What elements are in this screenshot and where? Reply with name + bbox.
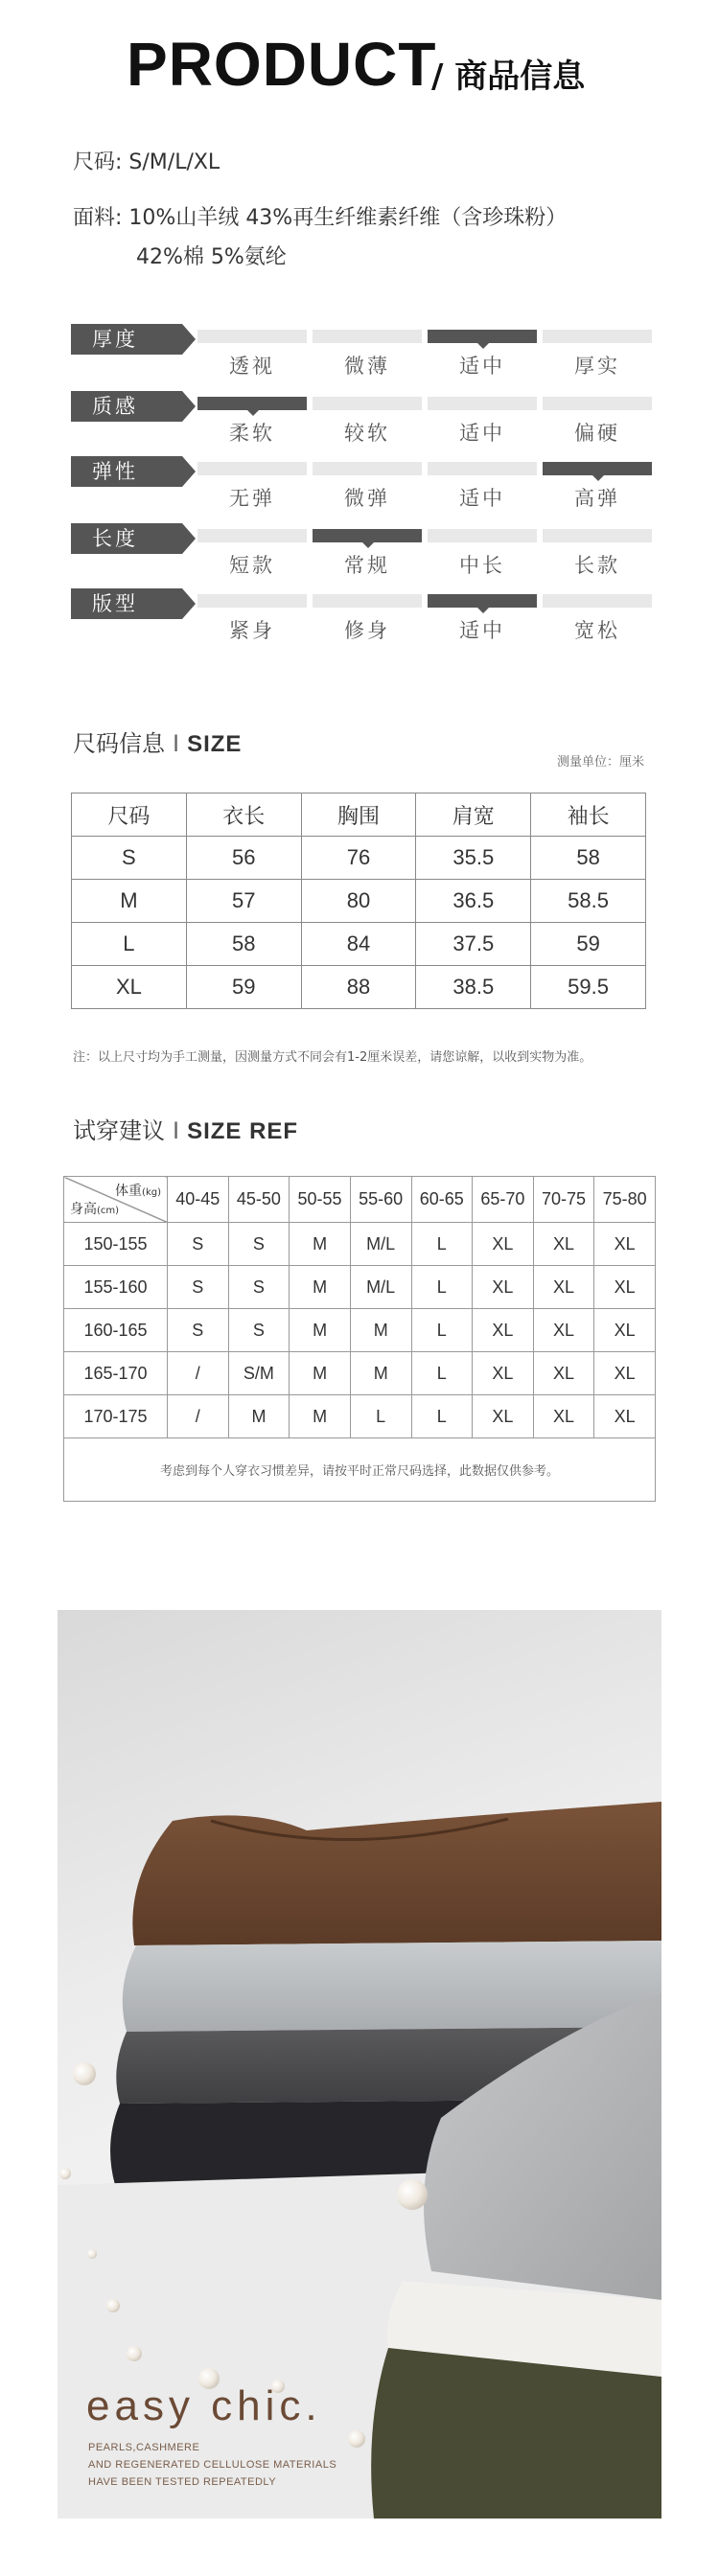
attribute-option — [197, 529, 307, 577]
attribute-option — [313, 330, 422, 378]
corner-weight — [115, 1181, 161, 1200]
table-cell: S — [228, 1309, 290, 1352]
attribute-row — [71, 585, 656, 642]
attribute-option — [428, 330, 537, 378]
attribute-option — [313, 462, 422, 510]
option-label: 较软 — [344, 422, 390, 445]
table-cell: 58.5 — [531, 880, 646, 923]
pearl — [106, 2299, 120, 2312]
table-cell: M/L — [350, 1223, 411, 1266]
attribute-option — [197, 397, 307, 445]
attribute-badge: 版型 — [71, 588, 182, 619]
attribute-option — [543, 397, 652, 445]
option-bar — [543, 330, 652, 343]
size-info-title — [73, 724, 242, 758]
option-label: 常规 — [344, 554, 390, 577]
option-bar — [543, 529, 652, 542]
selected-bar — [197, 397, 307, 410]
pearl — [397, 2179, 428, 2210]
table-cell: XL — [473, 1309, 534, 1352]
table-cell: L — [411, 1395, 473, 1438]
table-cell: S — [168, 1266, 229, 1309]
table-cell: M — [290, 1223, 351, 1266]
attribute-badge: 长度 — [71, 523, 182, 554]
option-label: 柔软 — [229, 422, 275, 445]
table-cell: XL — [72, 966, 187, 1009]
option-label: 适中 — [459, 355, 505, 378]
table-cell: 59 — [531, 923, 646, 966]
table-cell: / — [168, 1395, 229, 1438]
selected-caret-icon — [477, 608, 489, 613]
table-cell: / — [168, 1352, 229, 1395]
table-cell: S — [168, 1309, 229, 1352]
size-table-header — [72, 794, 646, 837]
table-cell: 88 — [301, 966, 416, 1009]
size-table-header-cell: 尺码 — [72, 794, 187, 837]
option-bar — [543, 594, 652, 608]
table-row — [64, 1352, 656, 1395]
table-cell: S — [72, 837, 187, 880]
attribute-option — [197, 462, 307, 510]
corner-weight-unit: (kg) — [142, 1187, 161, 1198]
option-label: 透视 — [229, 355, 275, 378]
table-cell: L — [72, 923, 187, 966]
size-ref-title — [73, 1112, 298, 1145]
corner-height — [70, 1199, 119, 1218]
table-cell: 58 — [186, 923, 301, 966]
tagline: easy chic. — [86, 2382, 322, 2429]
table-cell: XL — [594, 1352, 656, 1395]
weight-header-cell: 50-55 — [290, 1177, 351, 1223]
table-row — [64, 1309, 656, 1352]
weight-header-cell: 60-65 — [411, 1177, 473, 1223]
unit-note: 测量单位：厘米 — [556, 755, 644, 770]
product-header — [0, 29, 719, 105]
option-label: 宽松 — [574, 619, 620, 642]
option-bar — [197, 330, 307, 343]
table-cell: 84 — [301, 923, 416, 966]
option-bar — [543, 397, 652, 410]
table-cell: 35.5 — [416, 837, 531, 880]
table-cell: 58 — [531, 837, 646, 880]
attribute-option — [428, 462, 537, 510]
height-cell: 160-165 — [64, 1309, 168, 1352]
weight-header-cell: 55-60 — [350, 1177, 411, 1223]
attribute-badge: 厚度 — [71, 324, 182, 355]
table-cell: S — [228, 1266, 290, 1309]
option-label: 长款 — [574, 554, 620, 577]
height-cell: 155-160 — [64, 1266, 168, 1309]
fabric-line-2 — [136, 241, 287, 270]
table-cell: 36.5 — [416, 880, 531, 923]
measurement-note: 注：以上尺寸均为手工测量，因测量方式不同会有1-2厘米误差，请您谅解，以收到实物为准。 — [73, 1050, 592, 1065]
table-cell: XL — [473, 1352, 534, 1395]
size-info-title-en: SIZE — [187, 731, 243, 757]
table-row — [72, 837, 646, 880]
option-bar — [313, 594, 422, 608]
table-footer-row — [64, 1438, 656, 1502]
table-cell: XL — [473, 1395, 534, 1438]
option-label: 短款 — [229, 554, 275, 577]
table-cell: M — [350, 1309, 411, 1352]
size-ref-title-cn: 试穿建议 — [73, 1117, 165, 1144]
size-value: S/M/L/XL — [128, 150, 220, 174]
option-label: 适中 — [459, 619, 505, 642]
fabric-value-2: 42%棉 5%氨纶 — [136, 245, 287, 269]
size-ref-sep: I — [173, 1117, 180, 1144]
attribute-row — [71, 452, 656, 510]
option-label: 中长 — [459, 554, 505, 577]
table-cell: L — [411, 1266, 473, 1309]
attribute-option — [428, 529, 537, 577]
table-cell: L — [411, 1309, 473, 1352]
pearl — [73, 2062, 96, 2085]
table-cell: M/L — [350, 1266, 411, 1309]
table-cell: L — [350, 1395, 411, 1438]
table-cell: XL — [533, 1266, 594, 1309]
option-bar — [313, 330, 422, 343]
option-bar — [428, 397, 537, 410]
table-cell: XL — [533, 1352, 594, 1395]
table-cell: XL — [473, 1223, 534, 1266]
table-cell: XL — [594, 1395, 656, 1438]
option-bar — [313, 462, 422, 475]
attribute-option — [428, 594, 537, 642]
size-table — [71, 793, 646, 1009]
attribute-option — [543, 462, 652, 510]
table-row — [72, 923, 646, 966]
size-info-title-cn: 尺码信息 — [73, 730, 165, 757]
table-row — [64, 1395, 656, 1438]
table-cell: M — [290, 1266, 351, 1309]
size-ref-header — [64, 1177, 656, 1223]
table-cell: XL — [594, 1266, 656, 1309]
attribute-option — [543, 330, 652, 378]
option-label: 无弹 — [229, 487, 275, 510]
table-cell: 56 — [186, 837, 301, 880]
table-cell: M — [290, 1309, 351, 1352]
pearl — [127, 2346, 142, 2361]
product-title-en: PRODUCT — [127, 30, 437, 99]
table-cell: 57 — [186, 880, 301, 923]
table-cell: M — [72, 880, 187, 923]
attribute-option — [197, 594, 307, 642]
corner-height-unit: (cm) — [97, 1206, 120, 1216]
option-bar — [428, 462, 537, 475]
product-title-cn: / 商品信息 — [431, 58, 586, 96]
sub-line-2: AND REGENERATED CELLULOSE MATERIALS — [88, 2459, 337, 2471]
selected-bar — [313, 529, 422, 542]
product-photo — [58, 1610, 661, 2518]
table-row — [72, 966, 646, 1009]
pearl — [59, 2168, 71, 2179]
table-row — [72, 880, 646, 923]
option-label: 紧身 — [229, 619, 275, 642]
size-ref-title-en: SIZE REF — [187, 1118, 299, 1144]
table-cell: 80 — [301, 880, 416, 923]
size-table-header-cell: 衣长 — [186, 794, 301, 837]
size-table-header-cell: 肩宽 — [416, 794, 531, 837]
weight-header-cell: 75-80 — [594, 1177, 656, 1223]
weight-header-cell: 70-75 — [533, 1177, 594, 1223]
table-row — [64, 1223, 656, 1266]
attribute-badge: 弹性 — [71, 456, 182, 487]
option-label: 微弹 — [344, 487, 390, 510]
attribute-row — [71, 320, 656, 378]
height-cell: 150-155 — [64, 1223, 168, 1266]
table-cell: S/M — [228, 1352, 290, 1395]
table-cell: S — [168, 1223, 229, 1266]
option-bar — [313, 397, 422, 410]
option-bar — [197, 529, 307, 542]
attribute-row — [71, 519, 656, 577]
option-label: 高弹 — [574, 487, 620, 510]
pearl — [348, 2430, 365, 2448]
selected-caret-icon — [247, 410, 259, 416]
option-label: 厚实 — [574, 355, 620, 378]
height-cell: 165-170 — [64, 1352, 168, 1395]
attribute-option — [313, 397, 422, 445]
selected-caret-icon — [477, 343, 489, 349]
attribute-option — [197, 330, 307, 378]
table-cell: L — [411, 1223, 473, 1266]
table-cell: L — [411, 1352, 473, 1395]
attribute-option — [313, 529, 422, 577]
table-cell: XL — [533, 1223, 594, 1266]
attribute-option — [428, 397, 537, 445]
option-label: 修身 — [344, 619, 390, 642]
size-ref-corner — [64, 1177, 168, 1223]
pearl — [87, 2249, 97, 2259]
size-table-header-cell: 袖长 — [531, 794, 646, 837]
fabric-line — [73, 201, 567, 231]
option-label: 偏硬 — [574, 422, 620, 445]
table-cell: 37.5 — [416, 923, 531, 966]
option-label: 适中 — [459, 487, 505, 510]
size-ref-table — [63, 1176, 656, 1502]
size-table-header-cell: 胸围 — [301, 794, 416, 837]
attribute-option — [543, 594, 652, 642]
size-ref-footnote: 考虑到每个人穿衣习惯差异，请按平时正常尺码选择，此数据仅供参考。 — [64, 1438, 656, 1502]
table-cell: XL — [594, 1309, 656, 1352]
table-cell: XL — [473, 1266, 534, 1309]
option-bar — [197, 462, 307, 475]
selected-caret-icon — [592, 475, 604, 481]
option-bar — [197, 594, 307, 608]
table-cell: 59.5 — [531, 966, 646, 1009]
weight-header-cell: 40-45 — [168, 1177, 229, 1223]
light-gray-shirt — [123, 1941, 661, 2032]
table-cell: XL — [533, 1395, 594, 1438]
table-row — [64, 1266, 656, 1309]
olive-shirt — [371, 2348, 661, 2518]
table-cell: 38.5 — [416, 966, 531, 1009]
selected-bar — [543, 462, 652, 475]
attribute-badge: 质感 — [71, 391, 182, 422]
option-bar — [428, 529, 537, 542]
weight-header-cell: 65-70 — [473, 1177, 534, 1223]
table-cell: XL — [594, 1223, 656, 1266]
size-label: 尺码: — [73, 150, 123, 174]
fabric-label: 面料: — [73, 206, 123, 230]
fabric-value-1: 10%山羊绒 43%再生纤维素纤维（含珍珠粉） — [128, 206, 568, 230]
corner-weight-label: 体重 — [115, 1184, 143, 1199]
brown-shirt — [132, 1802, 661, 1945]
table-cell: S — [228, 1223, 290, 1266]
sub-line-1: PEARLS,CASHMERE — [88, 2442, 200, 2453]
table-cell: M — [228, 1395, 290, 1438]
selected-bar — [428, 330, 537, 343]
table-cell: 59 — [186, 966, 301, 1009]
corner-height-label: 身高 — [70, 1202, 97, 1217]
table-cell: M — [290, 1352, 351, 1395]
table-cell: XL — [533, 1309, 594, 1352]
height-cell: 170-175 — [64, 1395, 168, 1438]
attribute-option — [313, 594, 422, 642]
selected-bar — [428, 594, 537, 608]
sub-line-3: HAVE BEEN TESTED REPEATEDLY — [88, 2476, 277, 2488]
table-cell: 76 — [301, 837, 416, 880]
size-line — [73, 146, 220, 175]
table-cell: M — [350, 1352, 411, 1395]
selected-caret-icon — [362, 542, 374, 548]
table-cell: M — [290, 1395, 351, 1438]
attribute-row — [71, 387, 656, 445]
option-label: 适中 — [459, 422, 505, 445]
option-label: 微薄 — [344, 355, 390, 378]
weight-header-cell: 45-50 — [228, 1177, 290, 1223]
size-info-sep: I — [173, 730, 180, 757]
attribute-option — [543, 529, 652, 577]
